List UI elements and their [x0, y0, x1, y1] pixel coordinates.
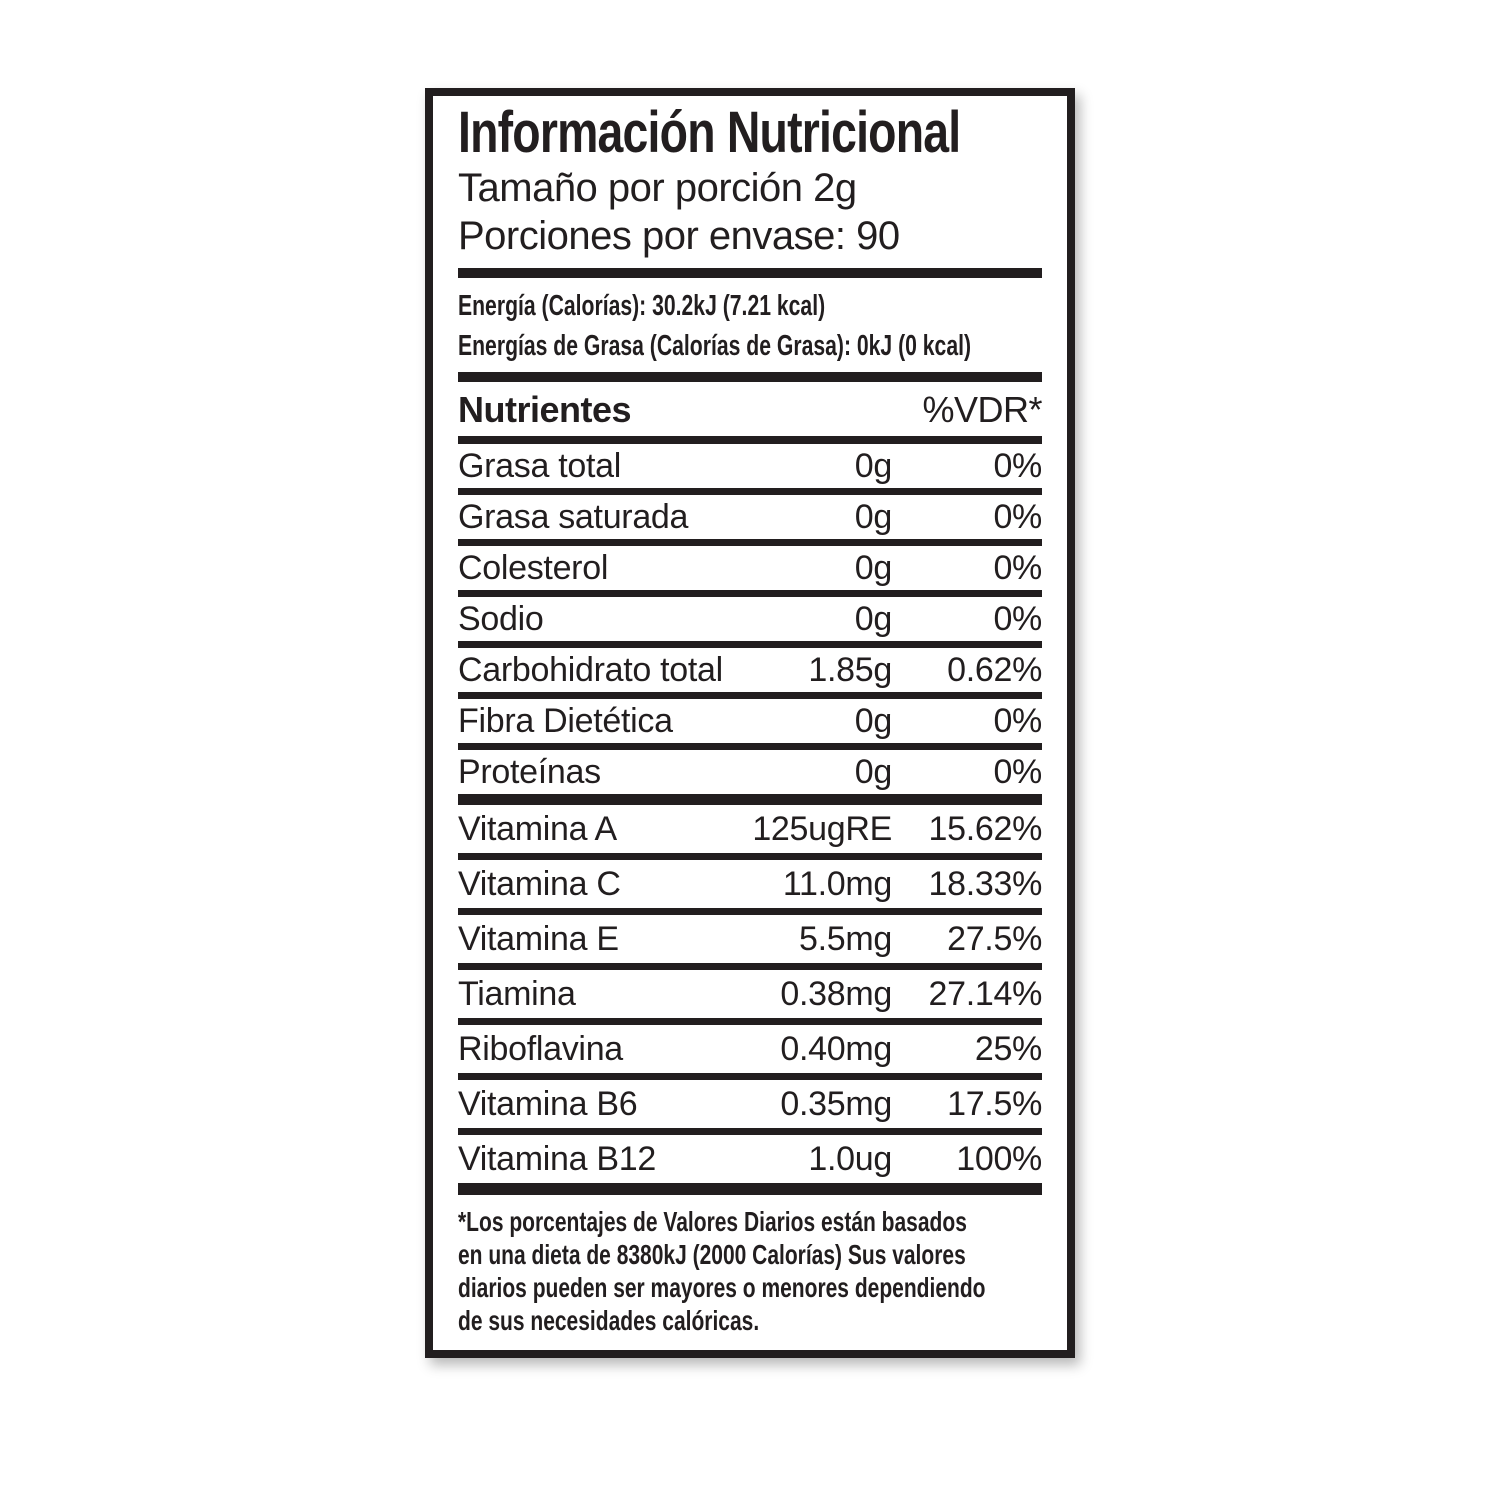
footnote-line: de sus necesidades calóricas. [458, 1305, 760, 1336]
table-row [458, 860, 1042, 915]
nutrient-amount: 0g [854, 447, 892, 485]
table-row [458, 699, 1042, 750]
table-row [458, 597, 1042, 648]
nutrient-amount: 0g [854, 498, 892, 536]
nutrient-amount: 1.85g [808, 651, 892, 689]
section-divider [458, 1183, 1042, 1195]
servings-per-container-line: Porciones por envase: 90 [458, 214, 900, 258]
nutrient-name: Fibra Dietética [458, 702, 673, 740]
nutrient-daily-value: 17.5% [947, 1085, 1042, 1123]
energy-block [458, 278, 1042, 372]
table-row [458, 970, 1042, 1025]
table-row [458, 805, 1042, 860]
nutrient-name: Vitamina A [458, 810, 617, 848]
nutrient-name: Sodio [458, 600, 544, 638]
nutrient-amount: 0g [854, 753, 892, 791]
nutrient-daily-value: 15.62% [928, 810, 1042, 848]
section-divider [458, 268, 1042, 278]
nutrient-amount: 0g [854, 600, 892, 638]
section-divider [458, 372, 1042, 382]
nutrient-amount: 5.5mg [799, 920, 892, 958]
nutrient-daily-value: 0% [993, 549, 1042, 587]
table-row [458, 444, 1042, 495]
table-header [458, 382, 1042, 444]
nutrient-name: Colesterol [458, 549, 609, 587]
nutrient-amount: 0.35mg [780, 1085, 892, 1123]
nutrient-name: Riboflavina [458, 1030, 623, 1068]
nutrient-name: Vitamina B12 [458, 1140, 657, 1178]
nutrient-amount: 1.0ug [808, 1140, 892, 1178]
nutrient-daily-value: 0% [993, 600, 1042, 638]
footnote-line: *Los porcentajes de Valores Diarios están basados [458, 1206, 967, 1237]
nutrient-daily-value: 0% [993, 498, 1042, 536]
table-row [458, 648, 1042, 699]
nutrients-column-header: Nutrientes [458, 389, 632, 430]
nutrient-name: Grasa total [458, 447, 621, 485]
nutrient-daily-value: 0% [993, 447, 1042, 485]
nutrient-rows [458, 444, 1042, 794]
footnote-line: en una dieta de 8380kJ (2000 Calorías) Sus valores [458, 1239, 966, 1270]
footnote-line: diarios pueden ser mayores o menores dependiendo [458, 1272, 986, 1303]
table-row [458, 750, 1042, 794]
nutrient-amount: 125ugRE [752, 810, 892, 848]
nutrient-amount: 11.0mg [782, 865, 892, 903]
nutrient-daily-value: 27.5% [947, 920, 1042, 958]
nutrient-amount: 0g [854, 549, 892, 587]
nutrient-name: Grasa saturada [458, 498, 689, 536]
table-row [458, 1135, 1042, 1183]
nutrient-name: Proteínas [458, 753, 601, 791]
section-divider [458, 794, 1042, 805]
nutrient-name: Tiamina [458, 975, 576, 1013]
nutrition-label [425, 88, 1075, 1358]
nutrient-name: Vitamina C [458, 865, 621, 903]
table-row [458, 1080, 1042, 1135]
table-row [458, 546, 1042, 597]
nutrient-name: Carbohidrato total [458, 651, 723, 689]
label-title-text: Información Nutricional [458, 100, 961, 165]
nutrient-daily-value: 0% [993, 753, 1042, 791]
vitamin-rows [458, 805, 1042, 1183]
daily-value-column-header: %VDR* [922, 389, 1042, 430]
nutrient-daily-value: 0.62% [947, 651, 1042, 689]
nutrient-name: Vitamina B6 [458, 1085, 638, 1123]
table-row [458, 1025, 1042, 1080]
nutrient-daily-value: 100% [956, 1140, 1042, 1178]
table-row [458, 915, 1042, 970]
table-row [458, 495, 1042, 546]
nutrient-amount: 0.38mg [780, 975, 892, 1013]
nutrient-amount: 0.40mg [780, 1030, 892, 1068]
energy-fat-line: Energías de Grasa (Calorías de Grasa): 0kJ (0 kcal) [458, 330, 972, 362]
energy-line: Energía (Calorías): 30.2kJ (7.21 kcal) [458, 290, 826, 322]
nutrient-daily-value: 0% [993, 702, 1042, 740]
nutrient-daily-value: 25% [974, 1030, 1042, 1068]
label-title [458, 102, 1042, 164]
nutrient-amount: 0g [854, 702, 892, 740]
nutrient-daily-value: 18.33% [928, 865, 1042, 903]
nutrient-daily-value: 27.14% [928, 975, 1042, 1013]
nutrient-name: Vitamina E [458, 920, 619, 958]
daily-value-footnote [458, 1205, 1042, 1337]
serving-size-line: Tamaño por porción 2g [458, 166, 857, 210]
